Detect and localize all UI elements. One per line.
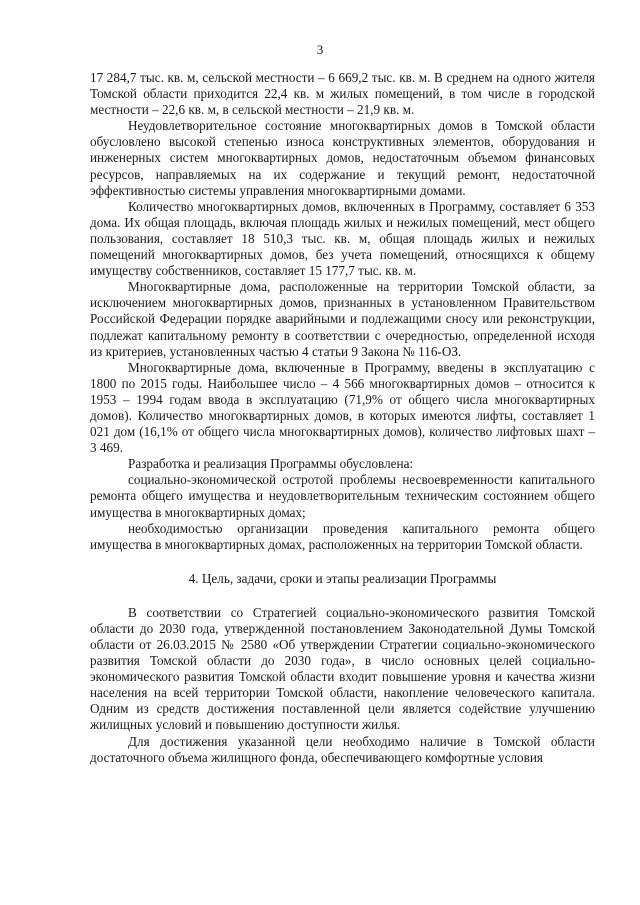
section-heading: 4. Цель, задачи, сроки и этапы реализации Программы [188,570,497,586]
paragraph-unsatisfactory-condition: Неудовлетворительное состояние многоквартирных домов в Томской области обусловлено высокой степенью износа конструктивных элементов, оборудования и инженерных систем многоквартирных домов, недостаточным объемом финансовых ресурсов, направляемых на их содержание и текущий ремонт, недостаточной эффективностью системы управления многоквартирными домами. [90,118,595,198]
paragraph-program-rationale: Разработка и реализация Программы обусловлена: [128,456,414,472]
document-body [90,70,595,766]
paragraph-capital-repair-order: Многоквартирные дома, расположенные на территории Томской области, за исключением многоквартирных домов, признанных в установленном Правительством Российской Федерации порядке аварийными и подлежащими сносу или реконструкции, подлежат капитальному ремонту в соответствии с очередностью, определенной исходя из критериев, установленных частью 4 статьи 9 Закона № 116-ОЗ. [90,279,595,359]
paragraph-housing-area: 17 284,7 тыс. кв. м, сельской местности – 6 669,2 тыс. кв. м. В среднем на одного жителя Томской области приходится 22,4 кв. м жилых помещений, в том числе в городской местности – 22,6 кв. м, в сельской местности – 21,9 кв. м. [90,70,595,118]
paragraph-rationale-item-1: социально-экономической остротой проблемы несвоевременности капитального ремонта общего имущества и неудовлетворительным техническим состоянием общего имущества в многоквартирных домах; [90,472,595,520]
paragraph-goal-achievement: Для достижения указанной цели необходимо наличие в Томской области достаточного объема жилищного фонда, обеспечивающего комфортные условия [90,733,595,765]
paragraph-rationale-item-2: необходимостью организации проведения капитального ремонта общего имущества в многоквартирных домах, расположенных на территории Томской области. [90,520,595,552]
paragraph-commissioning-years: Многоквартирные дома, включенные в Программу, введены в эксплуатацию с 1800 по 2015 годы. Наибольшее число – 4 566 многоквартирных домов – относится к 1953 – 1994 годам ввода в эксплуатацию (71,9% от общего числа многоквартирных домов). Количество многоквартирных домов, в которых имеются лифты, составляет 1 021 дом (16,1% от общего числа многоквартирных домов), количество лифтовых шахт – 3 469. [90,359,595,456]
paragraph-strategy: В соответствии со Стратегией социально-экономического развития Томской области до 2030 года, утвержденной постановлением Законодательной Думы Томской области от 26.03.2015 № 2580 «Об утверждении Стратегии социально-экономического развития Томской области до 2030 года», в число основных целей социально-экономического развития Томской области входит повышение уровня и качества жизни населения на всей территории Томской области, накопление человеческого капитала. Одним из средств достижения поставленной цели является содействие улучшению жилищных условий и повышению доступности жилья. [90,604,595,733]
paragraph-buildings-count: Количество многоквартирных домов, включенных в Программу, составляет 6 353 дома. Их общая площадь, включая площадь жилых и нежилых помещений, мест общего пользования, составляет 18 510,3 тыс. кв. м, общая площадь жилых и нежилых помещений многоквартирных домов, без учета помещений, относящихся к общему имуществу собственников, составляет 15 177,7 тыс. кв. м. [90,198,595,279]
page-number: 3 [316,42,324,57]
